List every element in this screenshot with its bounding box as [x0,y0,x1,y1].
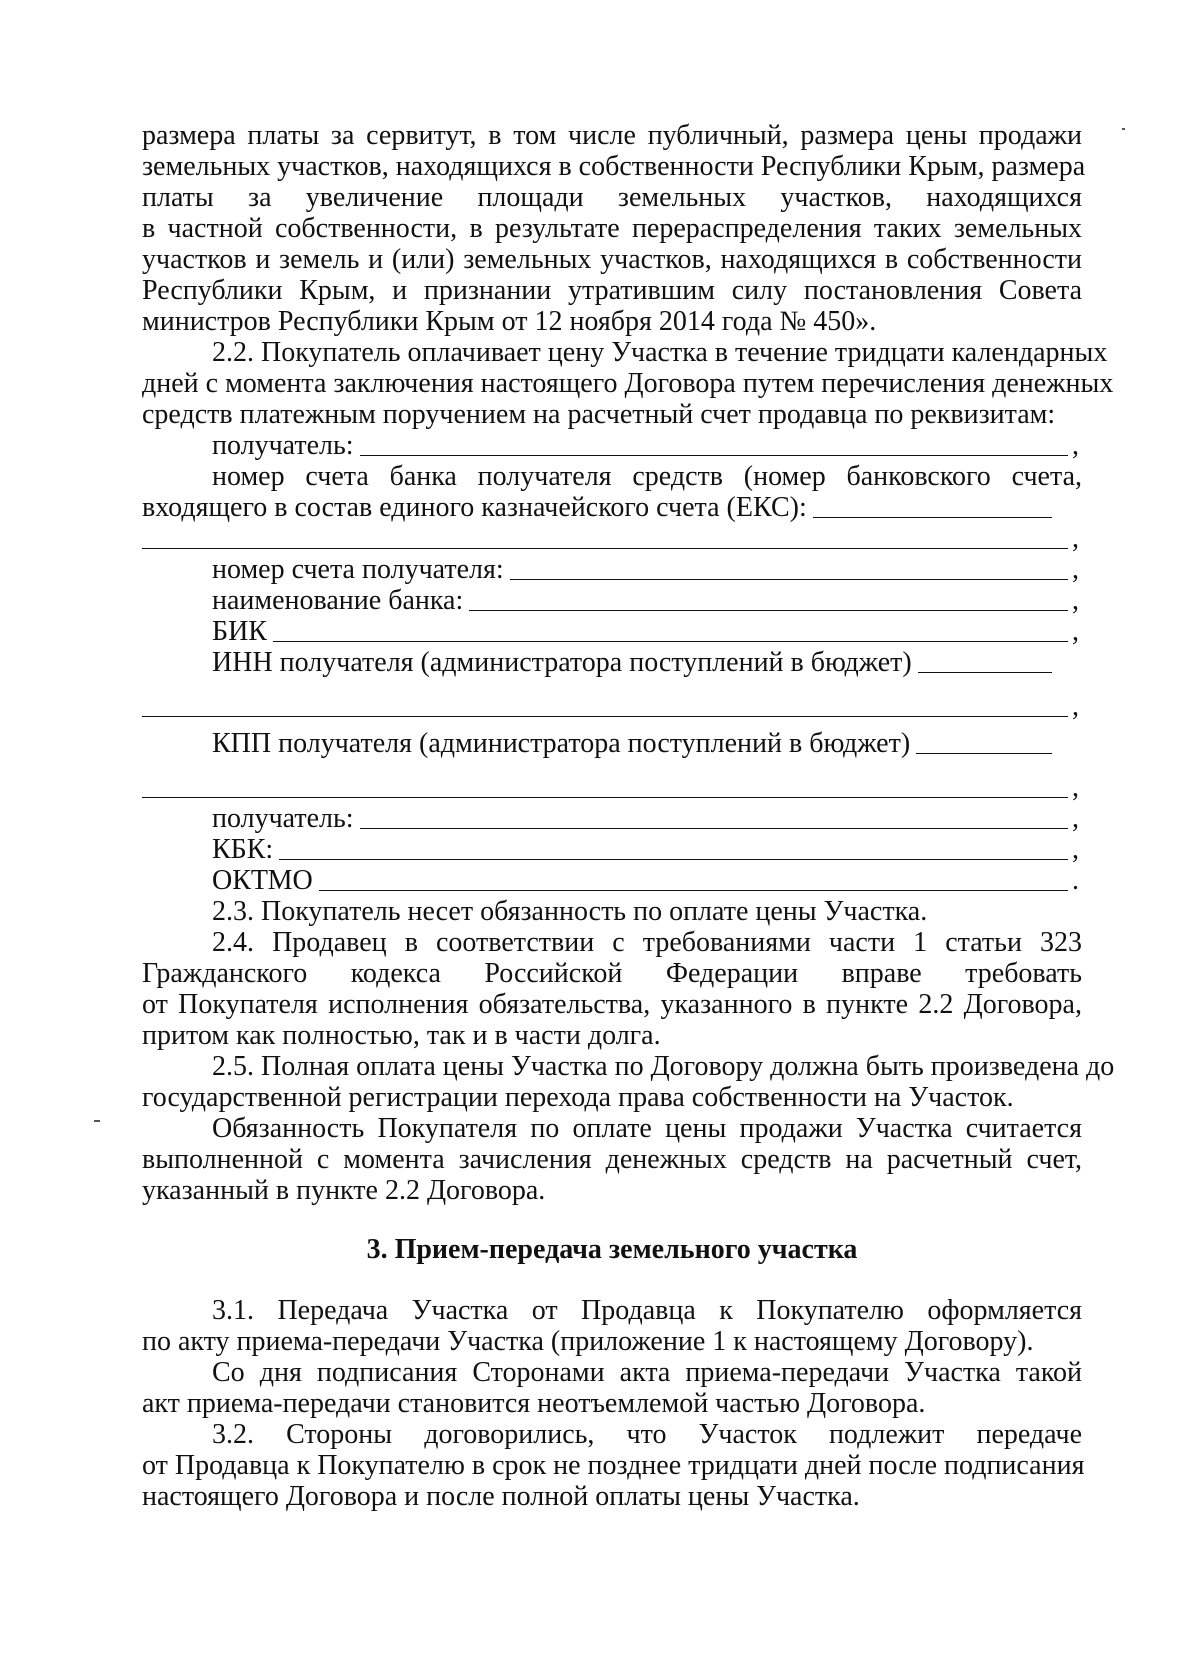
inn-field [142,647,1082,678]
field-punct: , [1072,616,1079,647]
scan-mark [94,1120,100,1122]
para-3-1 [142,1295,1082,1357]
para-obligation [142,1113,1082,1206]
text-line: 2.4. Продавец в соответствии с требованиями части 1 статьи 323 [212,927,1082,958]
field-punct: , [1072,585,1079,616]
text-line: земельных участков, находящихся в собственности Республики Крым, размера [142,151,1086,182]
para-2-2 [142,337,1114,430]
kpp-field [142,728,1082,759]
field-label: входящего в состав единого казначейского счета (ЕКС): [142,492,807,523]
text-line: по акту приема-передачи Участка (приложение 1 к настоящему Договору). [142,1326,1034,1357]
field-punct: , [1072,803,1079,834]
text-line: указанный в пункте 2.2 Договора. [142,1175,546,1206]
scan-mark [1122,128,1125,130]
field-punct: , [1072,523,1079,554]
recipient-account-field [142,554,1082,585]
blank-line [918,671,1052,673]
blank-line [469,609,1068,611]
text-line: дней с момента заключения настоящего Договора путем перечисления денежных [142,368,1114,399]
text-line: Гражданского кодекса Российской Федерации вправе требовать [142,958,1082,989]
blank-line [360,454,1068,456]
field-label: получатель: [212,803,354,834]
text-line: средств платежным поручением на расчетный счет продавца по реквизитам: [142,399,1056,430]
text-line: номер счета банка получателя средств (номер банковского счета, [212,461,1082,492]
para-2-4 [142,927,1082,1051]
kbk-field [142,834,1082,865]
blank-line [360,827,1068,829]
document-page [142,120,1115,1512]
text-line: настоящего Договора и после полной оплаты цены Участка. [142,1481,860,1512]
account-field-continuation [142,523,1082,554]
text-line: выполненной с момента зачисления денежных средств на расчетный счет, [142,1144,1082,1175]
text-line: государственной регистрации перехода права собственности на Участок. [142,1082,1014,1113]
text-line: от Продавца к Покупателю в срок не позднее тридцати дней после подписания [142,1450,1085,1481]
text-line: притом как полностью, так и в части долга. [142,1020,661,1051]
para-3-1-b [142,1357,1082,1419]
oktmo-field [142,865,1082,896]
blank-line [142,547,1068,549]
text-line: 2.5. Полная оплата цены Участка по Договору должна быть произведена до [212,1051,1115,1082]
para-3-2 [142,1419,1085,1512]
para-2-5 [142,1051,1115,1113]
text-line: министров Республики Крым от 12 ноября 2014 года № 450». [142,306,877,337]
blank-line [916,752,1052,754]
kpp-field-continuation [142,759,1082,803]
blank-line [279,858,1068,860]
para-2-1-tail [142,120,1086,337]
field-label: ОКТМО [212,865,313,896]
blank-line [142,715,1068,717]
blank-line [319,889,1068,891]
text-line: Со дня подписания Сторонами акта приема-передачи Участка такой [212,1357,1082,1388]
text-line: от Покупателя исполнения обязательства, указанного в пункте 2.2 Договора, [142,989,1082,1020]
text-line: 3.1. Передача Участка от Продавца к Покупателю оформляется [212,1295,1082,1326]
blank-line [510,578,1068,580]
field-label: КПП получателя (администратора поступлений в бюджет) [212,728,911,759]
text-line: акт приема-передачи становится неотъемлемой частью Договора. [142,1388,926,1419]
requisites-block [142,430,1082,896]
text-line: в частной собственности, в результате перераспределения таких земельных [142,213,1082,244]
para-2-3: 2.3. Покупатель несет обязанность по оплате цены Участка. [212,896,928,927]
field-label: ИНН получателя (администратора поступлений в бюджет) [212,647,912,678]
section-3-heading: 3. Прием-передача земельного участка [366,1234,858,1265]
bank-name-field [142,585,1082,616]
text-line: 2.2. Покупатель оплачивает цену Участка в течение тридцати календарных [212,337,1108,368]
recipient-field-1 [142,430,1082,461]
bik-field [142,616,1082,647]
text-line: Обязанность Покупателя по оплате цены продажи Участка считается [212,1113,1082,1144]
field-punct: , [1072,554,1079,585]
field-punct: . [1072,865,1079,896]
text-line: платы за увеличение площади земельных участков, находящихся [142,182,1082,213]
field-label: БИК [212,616,267,647]
text-line: участков и земель и (или) земельных участков, находящихся в собственности [142,244,1082,275]
field-punct: , [1072,691,1079,722]
text-line: 3.2. Стороны договорились, что Участок подлежит передаче [212,1419,1082,1450]
account-field [142,492,1082,523]
field-label: номер счета получателя: [212,554,504,585]
text-line: размера платы за сервитут, в том числе публичный, размера цены продажи [142,120,1082,151]
blank-line [273,640,1068,642]
field-punct: , [1072,430,1079,461]
recipient-field-2 [142,803,1082,834]
field-label: наименование банка: [212,585,464,616]
field-label: КБК: [212,834,274,865]
blank-line [813,516,1052,518]
field-punct: , [1072,834,1079,865]
inn-field-continuation [142,678,1082,722]
blank-line [142,796,1068,798]
field-label: получатель: [212,430,354,461]
text-line: Республики Крым, и признании утратившим силу постановления Совета [142,275,1082,306]
field-punct: , [1072,772,1079,803]
